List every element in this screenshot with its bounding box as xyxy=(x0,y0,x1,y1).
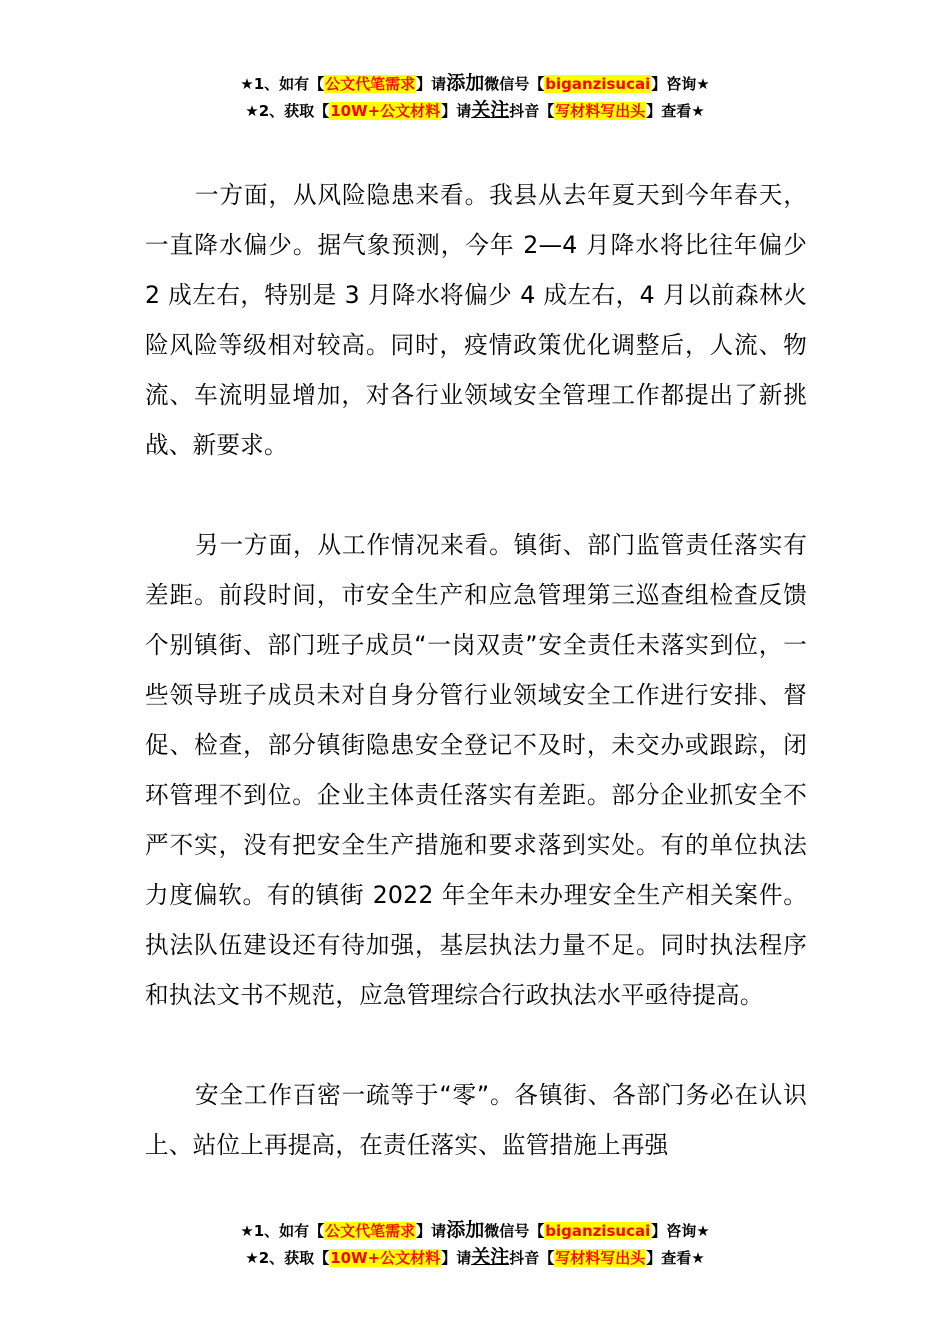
header-line-2 xyxy=(0,97,950,124)
footer-line-2 xyxy=(0,1244,950,1271)
footer-highlight-douyin-account: 写材料写出头 xyxy=(555,1249,646,1267)
footer-line-1-text-d: 】咨询★ xyxy=(651,1222,710,1240)
header-line-1-text-b: 】请 xyxy=(416,75,447,93)
body-paragraph-1: 一方面，从风险隐患来看。我县从去年夏天到今年春天，一直降水偏少。据气象预测，今年 2—4 月降水将比往年偏少 2 成左右，特别是 3 月降水将偏少 4 成左右，4 月以前森林火险风险等级相对较高。同时，疫情政策优化调整后，人流、物流、车流明显增加，对各行业领域安全管理工作都提出了新挑战、新要求。 xyxy=(145,181,808,459)
header-highlight-wechat-id: biganzisucai xyxy=(545,75,651,93)
header-line-1-text-d: 】咨询★ xyxy=(651,75,710,93)
header-line-1 xyxy=(0,70,950,97)
header-line-1-text-c: 微信号【 xyxy=(484,75,545,93)
header-line-2-text-b: 】请 xyxy=(441,102,472,120)
footer-banner xyxy=(0,1217,950,1271)
document-body xyxy=(145,170,807,1170)
footer-line-2-text-b: 】请 xyxy=(441,1249,472,1267)
header-line-1-emphasis: 添加 xyxy=(446,72,485,94)
body-paragraph-3: 安全工作百密一疏等于“零”。各镇街、各部门务必在认识上、站位上再提高，在责任落实、监管措施上再强 xyxy=(145,1081,807,1159)
paragraph-gap xyxy=(145,470,807,520)
footer-highlight-materials: 10W+公文材料 xyxy=(330,1249,441,1267)
body-paragraph-2: 另一方面，从工作情况来看。镇街、部门监管责任落实有差距。前段时间，市安全生产和应急管理第三巡查组检查反馈个别镇街、部门班子成员“一岗双责”安全责任未落实到位，一些领导班子成员未对自身分管行业领域安全工作进行安排、督促、检查，部分镇街隐患安全登记不及时，未交办或跟踪，闭环管理不到位。企业主体责任落实有差距。部分企业抓安全不严不实，没有把安全生产措施和要求落到实处。有的单位执法力度偏软。有的镇街 2022 年全年未办理安全生产相关案件。执法队伍建设还有待加强，基层执法力量不足。同时执法程序和执法文书不规范，应急管理综合行政执法水平亟待提高。 xyxy=(145,531,807,1009)
footer-line-1-text-c: 微信号【 xyxy=(484,1222,545,1240)
header-highlight-douyin-account: 写材料写出头 xyxy=(555,102,646,120)
footer-highlight-service: 公文代笔需求 xyxy=(325,1222,416,1240)
footer-line-2-text-d: 】查看★ xyxy=(646,1249,705,1267)
header-line-2-emphasis: 关注 xyxy=(471,99,510,121)
header-line-2-text-c: 抖音【 xyxy=(509,102,555,120)
header-banner xyxy=(0,70,950,124)
header-line-1-text-a: ★1、如有【 xyxy=(240,75,325,93)
header-line-2-text-d: 】查看★ xyxy=(646,102,705,120)
footer-line-2-emphasis: 关注 xyxy=(471,1246,510,1268)
footer-line-1-text-b: 】请 xyxy=(416,1222,447,1240)
header-line-2-text-a: ★2、获取【 xyxy=(245,102,330,120)
footer-highlight-wechat-id: biganzisucai xyxy=(545,1222,651,1240)
paragraph-gap xyxy=(145,1020,807,1070)
header-highlight-materials: 10W+公文材料 xyxy=(330,102,441,120)
footer-line-1-emphasis: 添加 xyxy=(446,1219,485,1241)
footer-line-2-text-a: ★2、获取【 xyxy=(245,1249,330,1267)
footer-line-2-text-c: 抖音【 xyxy=(509,1249,555,1267)
header-highlight-service: 公文代笔需求 xyxy=(325,75,416,93)
footer-line-1 xyxy=(0,1217,950,1244)
footer-line-1-text-a: ★1、如有【 xyxy=(240,1222,325,1240)
